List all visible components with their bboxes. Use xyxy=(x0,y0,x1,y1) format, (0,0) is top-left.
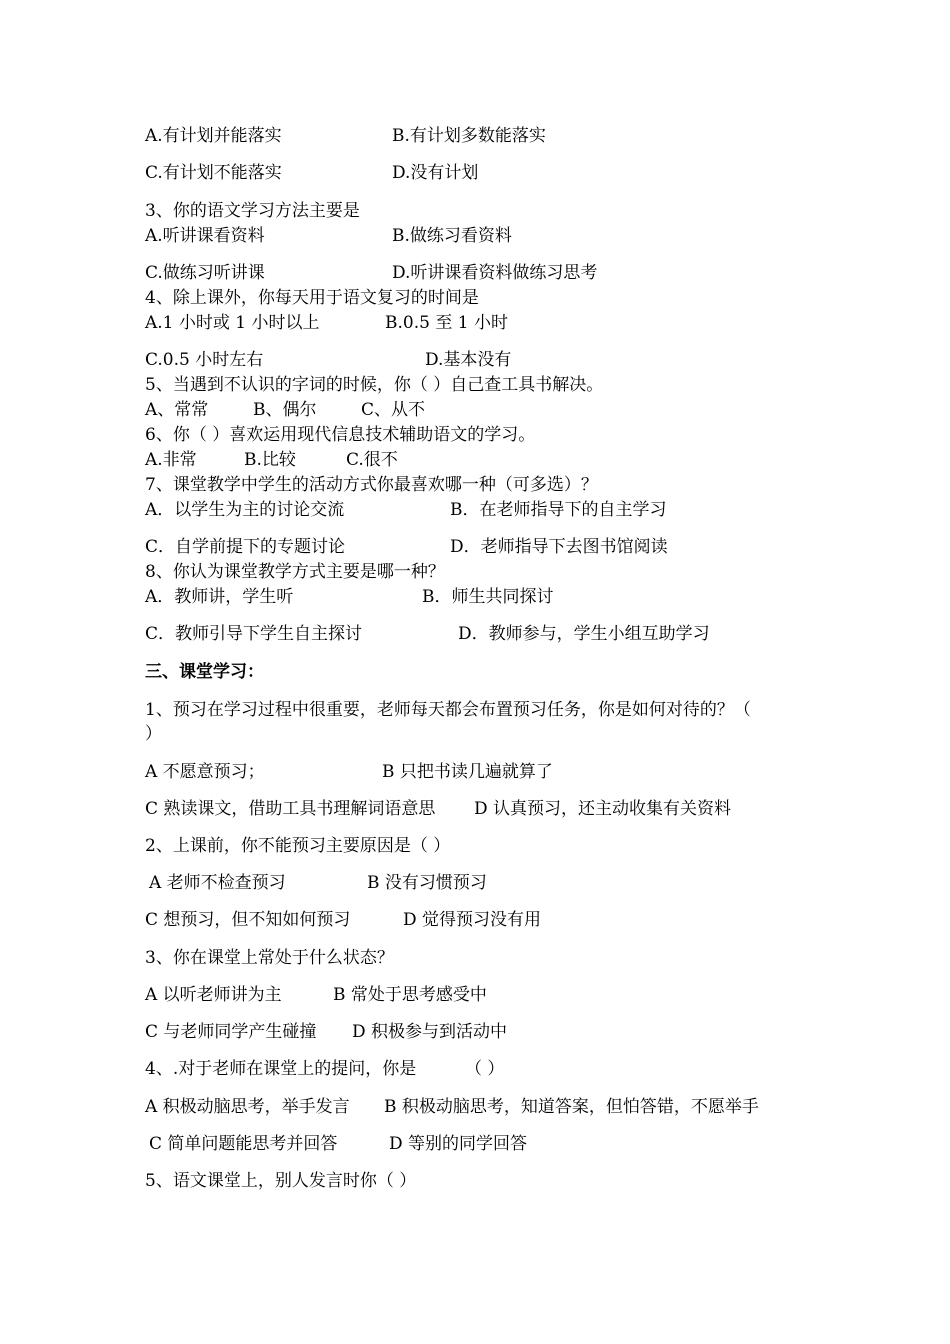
q6-option-c: C.很不 xyxy=(346,450,398,470)
section3-question-2: 2、上课前，你不能预习主要原因是（ ） xyxy=(145,836,451,856)
q5-option-b: B、偶尔 xyxy=(253,400,317,420)
question-4: 4、除上课外，你每天用于语文复习的时间是 xyxy=(145,288,479,308)
s3q3-option-d: D 积极参与到活动中 xyxy=(352,1022,508,1042)
q2-option-a: A.有计划并能落实 xyxy=(145,126,282,146)
s3q2-option-c: C 想预习，但不知如何预习 xyxy=(145,910,351,930)
question-8: 8、你认为课堂教学方式主要是哪一种？ xyxy=(145,562,445,582)
q3-option-a: A.听讲课看资料 xyxy=(145,226,265,246)
s3q3-option-a: A 以听老师讲为主 xyxy=(145,985,282,1005)
q7-option-c: C．自学前提下的专题讨论 xyxy=(145,537,346,557)
q7-option-b: B．在老师指导下的自主学习 xyxy=(450,500,667,520)
s3q4-option-b: B 积极动脑思考，知道答案，但怕答错，不愿举手 xyxy=(384,1097,759,1117)
s3q1-option-b: B 只把书读几遍就算了 xyxy=(382,762,553,782)
section3-question-5: 5、语文课堂上，别人发言时你（ ） xyxy=(145,1171,417,1191)
section3-question-1-cont: ） xyxy=(145,724,162,744)
section3-question-4-blank: （ ） xyxy=(465,1059,505,1079)
s3q2-option-b: B 没有习惯预习 xyxy=(367,873,487,893)
s3q1-option-d: D 认真预习，还主动收集有关资料 xyxy=(474,799,732,819)
q4-option-b: B.0.5 至 1 小时 xyxy=(385,313,508,333)
q6-option-b: B.比较 xyxy=(244,450,296,470)
s3q3-option-b: B 常处于思考感受中 xyxy=(333,985,487,1005)
section3-question-1: 1、预习在学习过程中很重要，老师每天都会布置预习任务，你是如何对待的？（ xyxy=(145,700,751,720)
q3-option-d: D.听讲课看资料做练习思考 xyxy=(392,263,598,283)
s3q4-option-d: D 等别的同学回答 xyxy=(389,1134,528,1154)
q5-option-a: A、常常 xyxy=(145,400,209,420)
s3q4-option-c: C 简单问题能思考并回答 xyxy=(149,1134,338,1154)
q4-option-d: D.基本没有 xyxy=(425,350,512,370)
q3-option-b: B.做练习看资料 xyxy=(392,226,512,246)
q4-option-a: A.1 小时或 1 小时以上 xyxy=(145,313,320,333)
q2-option-d: D.没有计划 xyxy=(392,163,479,183)
q2-option-b: B.有计划多数能落实 xyxy=(392,126,546,146)
q8-option-d: D．教师参与，学生小组互助学习 xyxy=(458,624,710,644)
section-heading: 三、课堂学习： xyxy=(145,662,264,682)
section3-question-4: 4、.对于老师在课堂上的提问，你是 xyxy=(145,1059,417,1079)
q7-option-d: D．老师指导下去图书馆阅读 xyxy=(450,537,668,557)
s3q1-option-a: A 不愿意预习； xyxy=(145,762,265,782)
q8-option-c: C．教师引导下学生自主探讨 xyxy=(145,624,363,644)
question-5: 5、当遇到不认识的字词的时候，你（ ）自己查工具书解决。 xyxy=(145,375,604,395)
question-3: 3、你的语文学习方法主要是 xyxy=(145,201,360,221)
q4-option-c: C.0.5 小时左右 xyxy=(145,350,264,370)
q7-option-a: A．以学生为主的讨论交流 xyxy=(145,500,345,520)
question-7: 7、课堂教学中学生的活动方式你最喜欢哪一种（可多选）？ xyxy=(145,475,598,495)
q8-option-a: A．教师讲，学生听 xyxy=(145,587,294,607)
q2-option-c: C.有计划不能落实 xyxy=(145,163,282,183)
q6-option-a: A.非常 xyxy=(145,450,197,470)
s3q2-option-a: A 老师不检查预习 xyxy=(149,873,286,893)
s3q1-option-c: C 熟读课文，借助工具书理解词语意思 xyxy=(145,799,436,819)
s3q4-option-a: A 积极动脑思考，举手发言 xyxy=(145,1097,350,1117)
q5-option-c: C、从不 xyxy=(361,400,426,420)
question-6: 6、你（ ）喜欢运用现代信息技术辅助语文的学习。 xyxy=(145,425,536,445)
q3-option-c: C.做练习听讲课 xyxy=(145,263,265,283)
s3q3-option-c: C 与老师同学产生碰撞 xyxy=(145,1022,317,1042)
q8-option-b: B．师生共同探讨 xyxy=(422,587,554,607)
s3q2-option-d: D 觉得预习没有用 xyxy=(403,910,542,930)
section3-question-3: 3、你在课堂上常处于什么状态？ xyxy=(145,948,394,968)
